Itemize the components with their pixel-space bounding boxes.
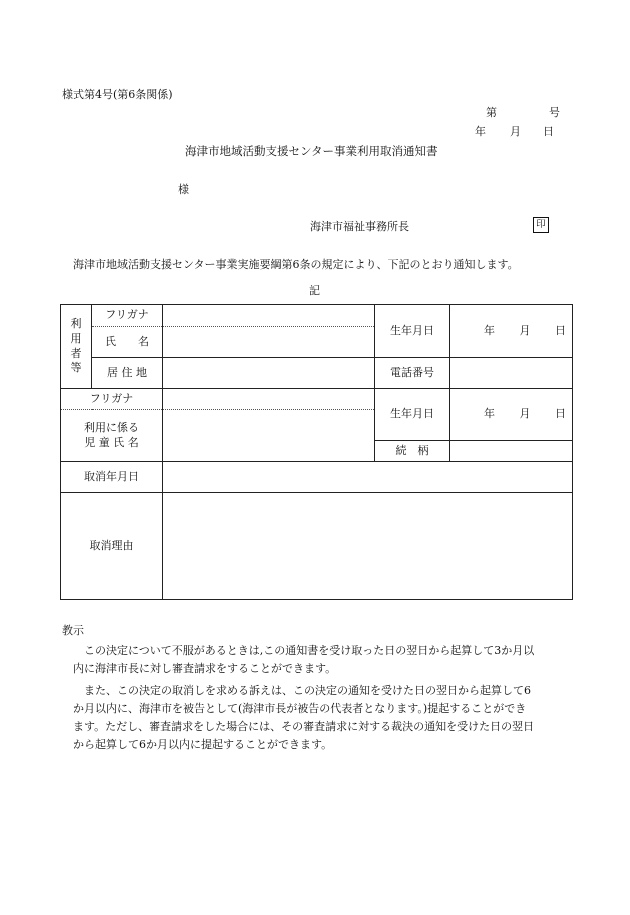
issue-year: 年	[475, 125, 486, 138]
child-name-label: 利用に係る 児 童 氏 名	[61, 410, 163, 462]
addressee-suffix: 様	[178, 183, 189, 196]
notice-heading: 教示	[62, 624, 84, 637]
number-prefix: 第	[486, 106, 497, 119]
cancel-date-field[interactable]	[163, 462, 573, 493]
sender-name: 海津市福祉事務所長	[310, 220, 409, 233]
number-suffix: 号	[549, 106, 560, 119]
document-number-line	[486, 104, 560, 120]
user-address-field[interactable]	[163, 358, 375, 389]
record-mark: 記	[309, 284, 320, 297]
cancel-date-label: 取消年月日	[61, 462, 163, 493]
seal-mark: 印	[533, 217, 549, 233]
user-furigana-field[interactable]	[163, 305, 375, 327]
user-birthdate-field[interactable]: 年 月 日	[450, 305, 573, 358]
user-birthdate-label: 生年月日	[375, 305, 450, 358]
phone-label: 電話番号	[375, 358, 450, 389]
user-name-label: 氏 名	[92, 327, 163, 358]
child-furigana-label: フリガナ	[61, 389, 163, 410]
document-title: 海津市地域活動支援センター事業利用取消通知書	[185, 144, 438, 158]
child-furigana-field[interactable]	[163, 389, 375, 410]
child-name-field[interactable]	[163, 410, 375, 462]
notice-line: か月以内に、海津市を被告として(海津市長が被告の代表者となります。)提起することができ	[73, 702, 527, 715]
form-number-label: 様式第4号(第6条関係)	[62, 88, 173, 101]
body-text: 海津市地域活動支援センター事業実施要綱第6条の規定により、下記のとおり通知します。	[73, 258, 519, 271]
user-name-field[interactable]	[163, 327, 375, 358]
issue-day: 日	[543, 125, 554, 138]
issue-date-line	[475, 123, 554, 139]
child-birthdate-field[interactable]: 年 月 日	[450, 389, 573, 441]
issue-month: 月	[510, 125, 521, 138]
user-group-label: 利 用 者 等	[61, 305, 92, 389]
notice-line: この決定について不服があるときは,この通知書を受け取った日の翌日から起算して3か月以	[73, 644, 535, 657]
notice-line: 内に海津市長に対し審査請求をすることができます。	[73, 662, 337, 675]
cancel-reason-label: 取消理由	[61, 493, 163, 600]
notice-line: から起算して6か月以内に提起することができます。	[73, 738, 333, 751]
user-address-label: 居 住 地	[92, 358, 163, 389]
child-birthdate-label: 生年月日	[375, 389, 450, 441]
relationship-label: 続 柄	[375, 441, 450, 462]
notice-line: また、この決定の取消しを求める訴えは、この決定の通知を受けた日の翌日から起算して6	[73, 684, 531, 697]
notice-line: ます。ただし、審査請求をした場合には、その審査請求に対する裁決の通知を受けた日の翌日	[73, 720, 535, 733]
phone-field[interactable]	[450, 358, 573, 389]
cancellation-form-table	[60, 304, 573, 600]
relationship-field[interactable]	[450, 441, 573, 462]
user-furigana-label: フリガナ	[92, 305, 163, 327]
cancel-reason-field[interactable]	[163, 493, 573, 600]
